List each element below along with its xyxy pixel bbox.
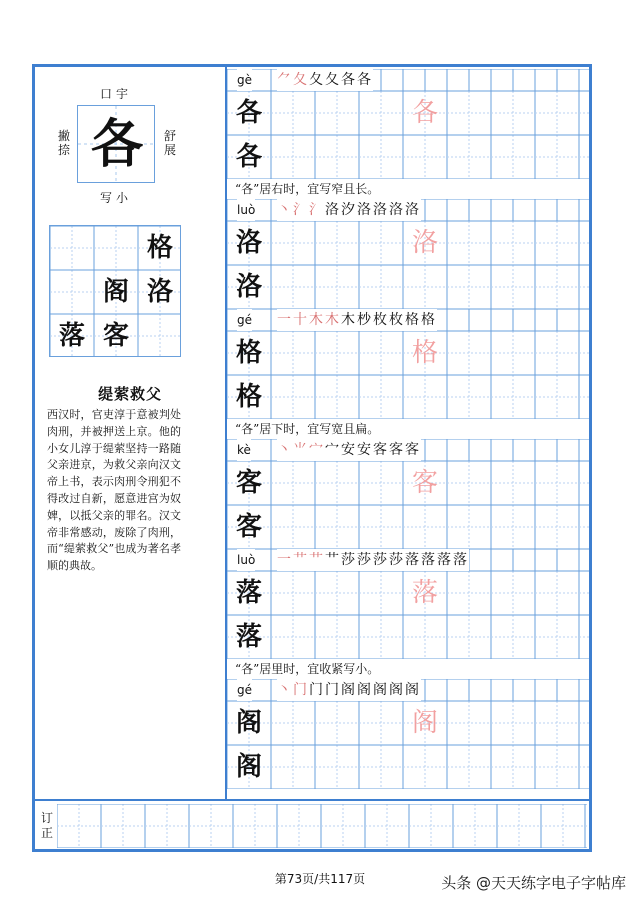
model-char: 落 [235,622,262,652]
word-char: 落 [58,321,85,351]
trace-char: 阁 [411,708,438,738]
stroke-step: 宀 [309,442,325,458]
correction-divider [35,799,589,801]
stroke-step: 各 [357,72,373,88]
word-char [50,270,94,314]
label-left: 撇捺 [57,129,70,157]
practice-row [227,505,589,549]
correction-row [35,803,589,849]
practice-row [227,701,589,745]
stroke-step: 客 [373,442,389,458]
stroke-step: 洛 [405,202,421,218]
stroke-step: 枚 [373,312,389,328]
practice-row [227,135,589,179]
stroke-order [277,679,421,701]
stroke-step: ⺈ [277,72,293,88]
stroke-step: 夂 [309,72,325,88]
practice-row [227,265,589,309]
stroke-step: 各 [341,72,357,88]
practice-row [227,461,589,505]
stroke-step: 杪 [357,312,373,328]
page-number: 第73页/共117页 [274,872,366,886]
pinyin-row [227,309,589,331]
word-char: 洛 [146,277,173,307]
correction-label: 订正 [41,811,54,840]
stroke-step: 落 [405,552,421,568]
model-char: 阁 [235,752,262,782]
word-char: 格 [146,233,173,263]
pinyin-row [227,549,589,571]
stroke-step: 木 [325,312,341,328]
stroke-step: 洛 [357,202,373,218]
model-char: 格 [235,338,262,368]
pinyin: kè [237,439,251,461]
model-char: 格 [235,382,262,412]
stroke-step: 艹 [293,552,309,568]
word-char [94,226,138,270]
pinyin-row [227,199,589,221]
trace-char: 落 [411,578,438,608]
word-char [50,226,94,270]
grid-lines [227,265,589,309]
stroke-step: 一 [277,552,293,568]
stroke-step: 莎 [389,552,405,568]
model-char: 洛 [235,228,262,258]
pinyin: luò [237,199,255,221]
trace-char: 各 [411,98,438,128]
pinyin-row [227,679,589,701]
stroke-step: 丶 [277,682,293,698]
stroke-step: 木 [309,312,325,328]
practice-row [227,221,589,265]
structure-note: “各”居右时，宜写窄且长。 [235,182,380,196]
stroke-step: 落 [453,552,469,568]
word-char [138,314,182,358]
grid-lines [227,745,589,789]
watermark: 头条 @天天练字电子字帖库 [441,874,626,892]
stroke-order [277,69,373,91]
stroke-step: 落 [421,552,437,568]
stroke-step: 艹 [309,552,325,568]
main-char-box [77,105,155,183]
stroke-step: 洛 [325,202,341,218]
stroke-order [277,309,437,331]
word-char: 阁 [102,277,129,307]
structure-note: “各”居里时，宜收紧写小。 [235,662,380,676]
label-bottom: 写小 [99,191,132,205]
model-char: 客 [235,512,262,542]
grid-lines [227,615,589,659]
trace-char: 客 [411,468,438,498]
model-char: 阁 [235,708,262,738]
stroke-step: 氵 [293,202,309,218]
stroke-order [277,199,421,221]
stroke-step: 艹 [325,552,341,568]
stroke-step: 阁 [341,682,357,698]
structure-note: “各”居下时，宜写宽且扁。 [235,422,380,436]
stroke-step: 客 [405,442,421,458]
pinyin: gè [237,69,252,91]
stroke-step: 客 [389,442,405,458]
story-title: 缇萦救父 [97,385,162,403]
word-char: 客 [102,321,129,351]
stroke-step: 木 [341,312,357,328]
stroke-step: 枚 [389,312,405,328]
stroke-step: ⺌ [293,442,309,458]
practice-row [227,375,589,419]
stroke-step: 夂 [325,72,341,88]
stroke-step: 莎 [373,552,389,568]
practice-row [227,745,589,789]
correction-grid [57,804,589,848]
trace-char: 洛 [411,228,438,258]
model-char: 落 [235,578,262,608]
stroke-step: 安 [357,442,373,458]
stroke-step: 阁 [389,682,405,698]
label-right: 舒展 [163,129,176,157]
practice-row [227,91,589,135]
model-char: 各 [235,142,262,172]
model-char: 客 [235,468,262,498]
main-char: 各 [90,115,143,175]
pinyin-row [227,69,589,91]
stroke-step: 丶 [277,442,293,458]
model-char: 洛 [235,272,262,302]
stroke-step: 莎 [357,552,373,568]
grid-lines [227,505,589,549]
stroke-step: 洛 [389,202,405,218]
stroke-step: 阁 [357,682,373,698]
practice-area [227,67,589,799]
practice-row [227,615,589,659]
stroke-step: 阁 [405,682,421,698]
model-char: 各 [235,98,262,128]
pinyin-row [227,439,589,461]
stroke-step: 一 [277,312,293,328]
stroke-step: 夂 [293,72,309,88]
stroke-step: 门 [293,682,309,698]
practice-row [227,571,589,615]
stroke-step: 安 [341,442,357,458]
grid-lines [227,375,589,419]
stroke-step: 十 [293,312,309,328]
stroke-step: 丶 [277,202,293,218]
word-grid [49,225,181,357]
stroke-order [277,549,469,571]
stroke-step: 落 [437,552,453,568]
stroke-step: 门 [325,682,341,698]
grid-lines [227,135,589,179]
pinyin: gé [237,309,252,331]
pinyin: gé [237,679,252,701]
stroke-step: 格 [421,312,437,328]
stroke-step: 洛 [373,202,389,218]
stroke-step: 门 [309,682,325,698]
stroke-step: 格 [405,312,421,328]
story-text: 西汉时，官吏淳于意被判处肉刑，并被押送上京。他的小女儿淳于缇萦坚持一路随父亲进京，为救父亲向汉文帝上书，表示肉刑令刑犯不得改过自新，愿意进宫为奴婢，以抵父亲的罪名。汉文帝非常感动，废除了肉刑，而“缇萦救父”也成为著名孝顺的典故。 [47,408,181,573]
stroke-step: 阁 [373,682,389,698]
left-panel [35,67,225,799]
stroke-order [277,439,421,461]
stroke-step: 汐 [341,202,357,218]
pinyin: luò [237,549,255,571]
stroke-step: 莎 [341,552,357,568]
practice-row [227,331,589,375]
stroke-step: 氵 [309,202,325,218]
label-top: 口宇 [99,87,132,101]
stroke-step: 宀 [325,442,341,458]
worksheet-frame [32,64,592,852]
trace-char: 格 [411,338,438,368]
